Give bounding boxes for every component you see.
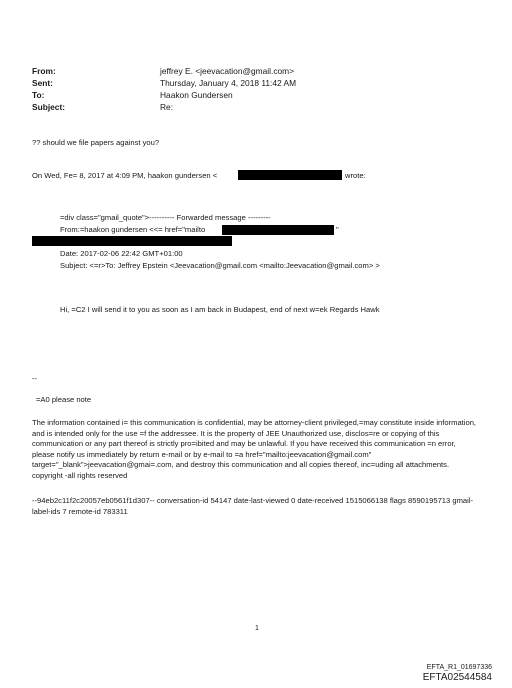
bates-number-large: EFTA02544584	[422, 672, 492, 683]
confidentiality-disclaimer: The information contained i= this communication is confidential, may be attorney-client privileged,=may constitute inside information, and is intended only for the use =f the addressee. It is the property of JEE Unauthorized use, disclos=re or copying of this communication or any part thereof is strictly pro=ibited and may be unlawful. If you have received this communication =n error, please notify us immediately by return e-mail or by e-mail to =a href="mailto:jeevacation@gmail.com" target="_blank">jeevacation@gmai=.com, and destroy this communication and all copies thereof, inc=uding all attachments. copyright -all rights reserved	[32, 418, 477, 480]
redaction-box	[32, 236, 232, 246]
on-wed-line: On Wed, Fe= 8, 2017 at 4:09 PM, haakon gundersen <	[32, 171, 218, 180]
hi-message-line: Hi, =C2 I will send it to you as soon as I am back in Budapest, end of next w=ek Regards Hawk	[60, 305, 380, 314]
signature-dashes: --	[32, 374, 38, 383]
date-line: Date: 2017-02-06 22:42 GMT+01:00	[60, 249, 183, 258]
please-note-line: =A0 please note	[36, 395, 92, 404]
question-line: ?? should we file papers against you?	[32, 138, 160, 147]
forwarded-from-quote: "	[336, 225, 339, 234]
redaction-box	[238, 170, 342, 180]
forwarded-from-line: From:=haakon gundersen <<= href="mailto	[60, 225, 206, 234]
subject-value: Re:	[160, 102, 174, 112]
from-value: jeffrey E. <jeevacation@gmail.com>	[160, 66, 295, 76]
on-wed-suffix: wrote:	[345, 171, 366, 180]
sent-value: Thursday, January 4, 2018 11:42 AM	[160, 78, 297, 88]
to-value: Haakon Gundersen	[160, 90, 233, 100]
from-label: From:	[32, 66, 56, 76]
redaction-box	[222, 225, 334, 235]
div-gmail-quote-line: =div class="gmail_quote">---------- Forwarded message ---------	[60, 213, 271, 222]
to-label: To:	[32, 90, 45, 100]
bates-number-small: EFTA_R1_01697336	[426, 664, 492, 671]
message-metadata: --94eb2c11f2c20057eb0561f1d307-- conversation-id 54147 date-last-viewed 0 date-received 1515066138 flags 8590195713 gmail-label-ids 7 remote-id 783311	[32, 496, 474, 516]
page-number: 1	[255, 625, 259, 632]
subject-to-line: Subject: <=r>To: Jeffrey Epstein <Jeevacation@gmail.com <mailto:Jeevacation@gmail.com> >	[60, 261, 380, 270]
sent-label: Sent:	[32, 78, 53, 88]
subject-label: Subject:	[32, 102, 66, 112]
